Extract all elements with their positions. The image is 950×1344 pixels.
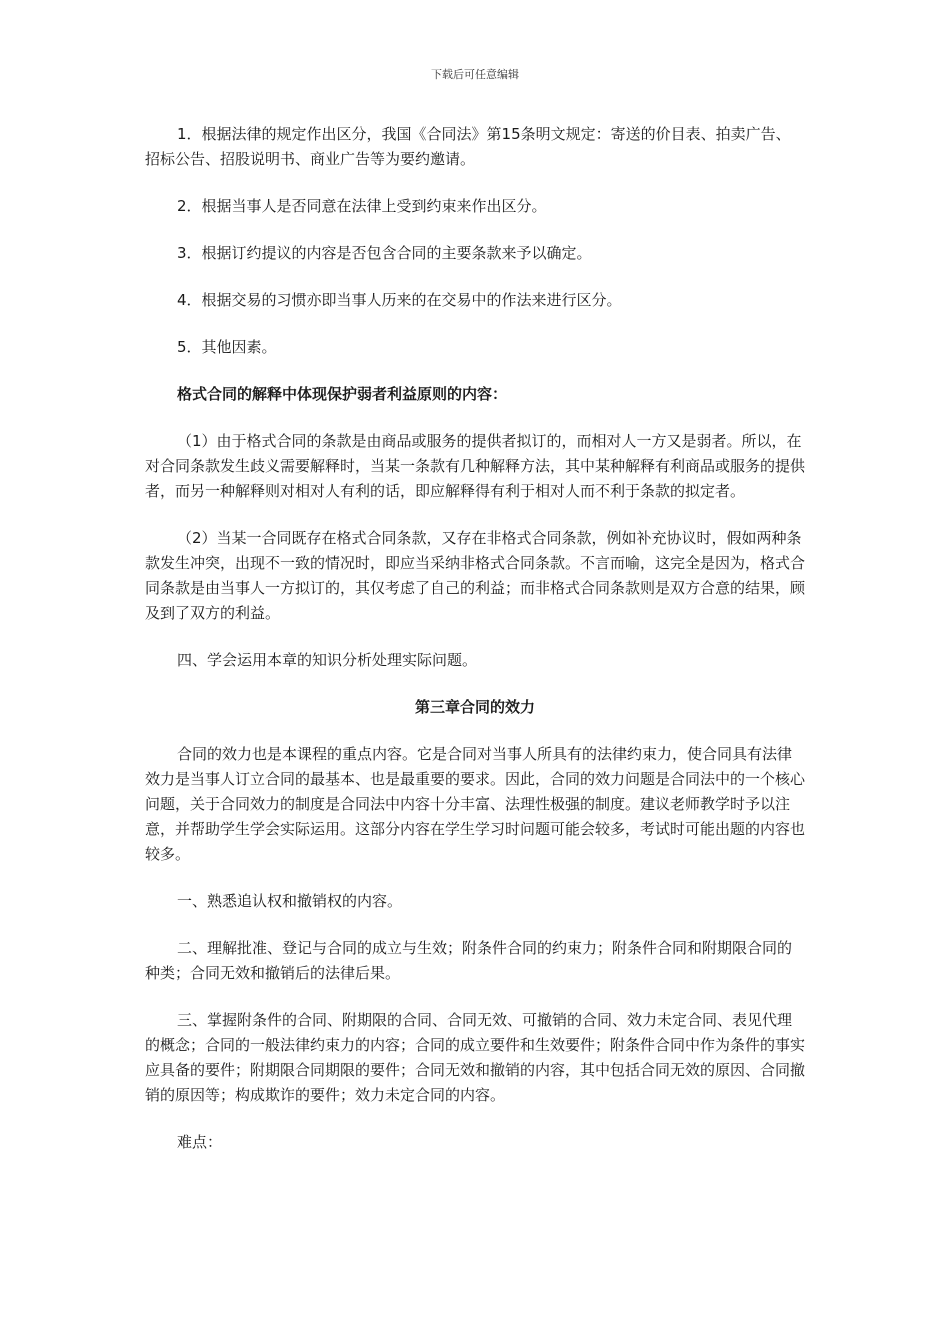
paragraph-7: （2）当某一合同既存在格式合同条款，又存在非格式合同条款，例如补充协议时，假如两种条款发生冲突，出现不一致的情况时，即应当采纳非格式合同条款。不言而喻，这完全是因为，格式合同条款是由当事人一方拟订的，其仅考虑了自己的利益；而非格式合同条款则是双方合意的结果，顾及到了双方的利益。 bbox=[145, 529, 806, 622]
paragraph-10: 一、熟悉追认权和撤销权的内容。 bbox=[177, 892, 403, 910]
paragraph-1: 1．根据法律的规定作出区分，我国《合同法》第15条明文规定：寄送的价目表、拍卖广告、招标公告、招股说明书、商业广告等为要约邀请。 bbox=[145, 125, 791, 168]
paragraph-12: 三、掌握附条件的合同、附期限的合同、合同无效、可撤销的合同、效力未定合同、表见代理的概念；合同的一般法律约束力的内容；合同的成立要件和生效要件；附条件合同中作为条件的事实应具备的要件；附期限合同期限的要件；合同无效和撤销的内容，其中包括合同无效的原因、合同撤销的原因等；构成欺诈的要件；效力未定合同的内容。 bbox=[145, 1011, 806, 1104]
paragraph-8: 四、学会运用本章的知识分析处理实际问题。 bbox=[177, 651, 478, 669]
paragraph-13: 难点： bbox=[177, 1133, 223, 1151]
paragraph-9: 合同的效力也是本课程的重点内容。它是合同对当事人所具有的法律约束力，使合同具有法律效力是当事人订立合同的最基本、也是最重要的要求。因此，合同的效力问题是合同法中的一个核心问题，关于合同效力的制度是合同法中内容十分丰富、法理性极强的制度。建议老师教学时予以注意，并帮助学生学会实际运用。这部分内容在学生学习时问题可能会较多，考试时可能出题的内容也较多。 bbox=[145, 745, 806, 863]
paragraph-2: 2．根据当事人是否同意在法律上受到约束来作出区分。 bbox=[177, 197, 547, 215]
page-header: 下载后可任意编辑 bbox=[431, 68, 519, 81]
paragraph-5: 5．其他因素。 bbox=[177, 338, 277, 356]
chapter-title: 第三章合同的效力 bbox=[414, 698, 535, 716]
paragraph-11: 二、理解批准、登记与合同的成立与生效；附条件合同的约束力；附条件合同和附期限合同的种类；合同无效和撤销后的法律后果。 bbox=[145, 939, 793, 982]
document-body bbox=[145, 122, 805, 1177]
paragraph-4: 4．根据交易的习惯亦即当事人历来的在交易中的作法来进行区分。 bbox=[177, 291, 622, 309]
paragraph-6: （1）由于格式合同的条款是由商品或服务的提供者拟订的，而相对人一方又是弱者。所以，在对合同条款发生歧义需要解释时，当某一条款有几种解释方法，其中某种解释有利商品或服务的提供者，而另一种解释则对相对人有利的话，即应解释得有利于相对人而不利于条款的拟定者。 bbox=[145, 432, 806, 500]
section-heading: 格式合同的解释中体现保护弱者利益原则的内容： bbox=[177, 385, 508, 403]
paragraph-3: 3．根据订约提议的内容是否包含合同的主要条款来予以确定。 bbox=[177, 244, 592, 262]
